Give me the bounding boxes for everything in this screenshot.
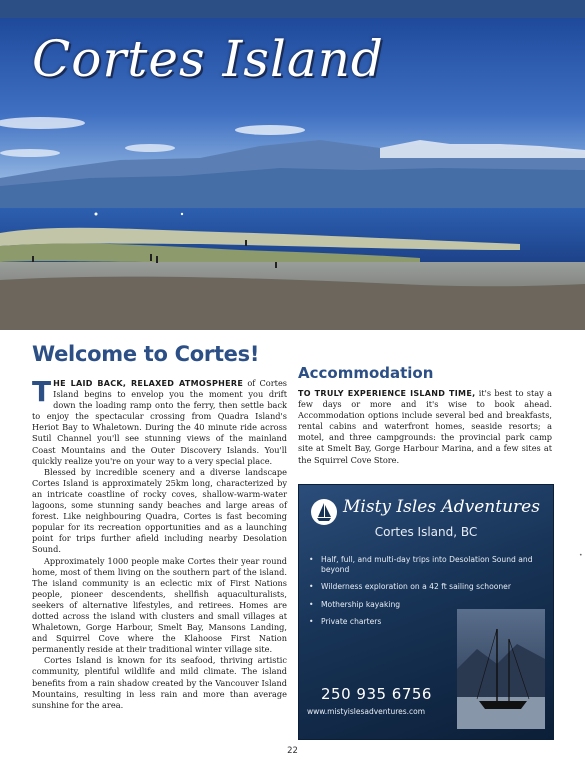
ad-service-text: Wilderness exploration on a 42 ft sailing schooner <box>321 582 511 591</box>
accommodation-column <box>298 364 552 466</box>
ad-title: Misty Isles Adventures <box>343 497 540 517</box>
schooner-photo <box>457 609 545 729</box>
ad-service-item <box>309 582 545 592</box>
drop-cap: T <box>32 375 52 408</box>
welcome-lead-caps: HE LAID BACK, RELAXED ATMOSPHERE <box>53 379 244 388</box>
welcome-paragraph-3: Approximately 1000 people make Cortes their year round home, most of them living on the southern part of the island. The island community is an eclectic mix of First Nations people, pioneer descendents, shellfish aquaculturalists, seekers of alternative lifestyles, and retirees. Homes are dotted across the island with clusters and small villages at Whaletown, Gorge Harbour, Smelt Bay, Mansons Landing, and Squirrel Cove where the Klahoose First Nation permanently reside at their traditional winter village site. <box>32 555 287 655</box>
welcome-paragraph-1 <box>32 375 287 467</box>
bullet-icon: • <box>309 582 314 591</box>
ad-service-text: Half, full, and multi-day trips into Desolation Sound and beyond <box>321 555 533 574</box>
misty-isles-advertisement[interactable] <box>298 484 554 740</box>
welcome-column <box>32 342 287 711</box>
welcome-paragraph-1-text: of Cortes Island begins to envelop you the moment you drift down the loading ramp onto the ferry, then settle back to enjoy the spectacular crossing from Quadra Island's Heriot Bay to Whaletown. During the 40 minute ride across Sutil Channel you'll see stunning views of the mainland Coast Mountains and the Outer Discovery Islands. You'll quickly realize you're on your way to a very special place. <box>32 378 287 466</box>
hero-photo <box>0 18 585 330</box>
edge-mark: • <box>579 552 583 559</box>
welcome-heading: Welcome to Cortes! <box>32 342 260 366</box>
ad-service-text: Private charters <box>321 617 382 626</box>
bullet-icon: • <box>309 617 314 626</box>
page-number: 22 <box>287 746 298 756</box>
ad-service-item <box>309 600 545 610</box>
sailboat-logo-icon <box>311 499 337 525</box>
accommodation-lead-caps: TO TRULY EXPERIENCE ISLAND TIME, <box>298 389 476 398</box>
ad-service-text: Mothership kayaking <box>321 599 401 609</box>
welcome-paragraph-4: Cortes Island is known for its seafood, thriving artistic community, plentiful wildlife and mild climate. The island benefits from a rain shadow created by the Vancouver Island Mountains, resulting in less rain and more than average sunshine for the area. <box>32 655 287 710</box>
ad-service-item <box>309 555 545 574</box>
accommodation-paragraph-text: it's best to stay a few days or more and it's wise to book ahead. Accommodation options include several bed and breakfasts, rental cabins and waterfront homes, seaside resorts; a motel, and three campgrounds: the provincial park camp site at Smelt Bay, Gorge Harbour Marina, and a few sites at the Squirrel Cove Store. <box>298 388 552 465</box>
welcome-paragraph-2: Blessed by incredible scenery and a diverse landscape Cortes Island is approximately 25km long, characterized by an intricate coastline of rocky coves, shallow-warm-water lagoons, some stunning sandy beaches and large areas of forest. Like neighbouring Quadra, Cortes is fast becoming popular for its recreation opportunities and as a launching point for trips further afield including nearby Desolation Sound. <box>32 466 287 555</box>
bullet-icon: • <box>309 555 314 564</box>
top-color-bar <box>0 0 585 18</box>
bullet-icon: • <box>309 599 314 609</box>
accommodation-paragraph <box>298 388 552 466</box>
ad-phone-number[interactable]: 250 935 6756 <box>321 685 432 703</box>
ad-website-link[interactable]: www.mistyislesadventures.com <box>307 707 426 716</box>
accommodation-heading: Accommodation <box>298 364 434 382</box>
hero-title: Cortes Island <box>32 30 384 88</box>
ad-subtitle: Cortes Island, BC <box>374 525 478 539</box>
